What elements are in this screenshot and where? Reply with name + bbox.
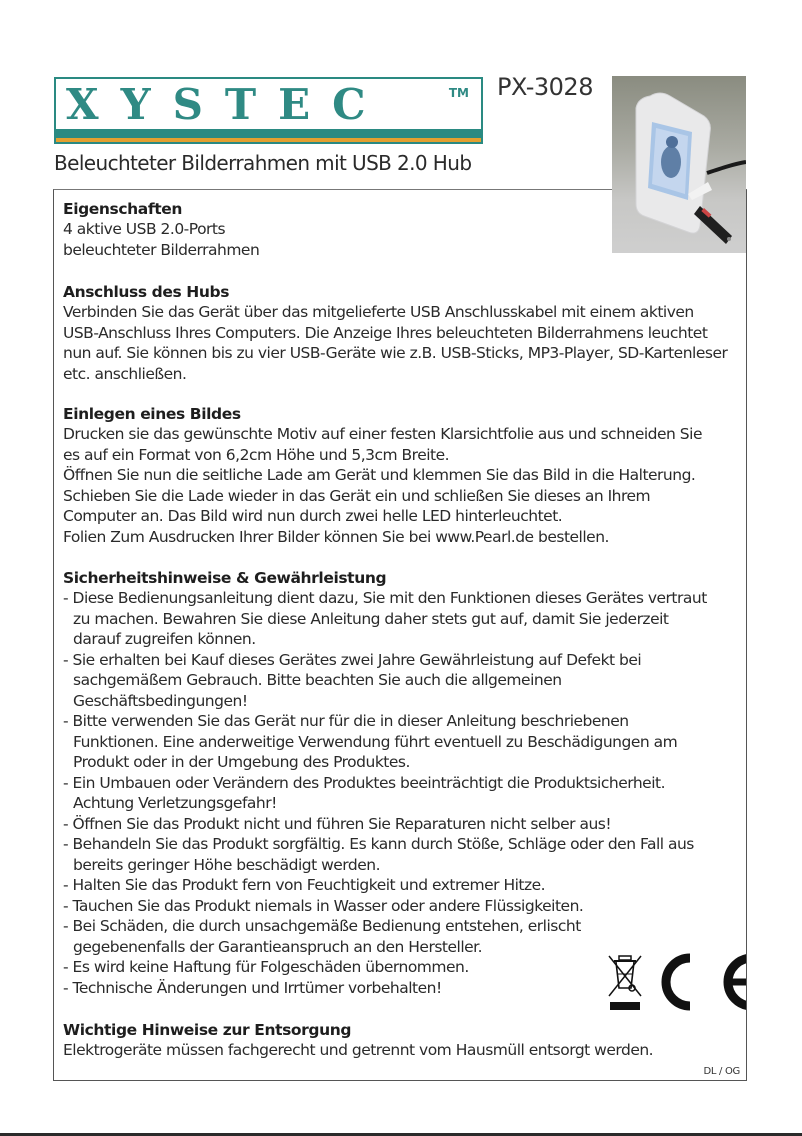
brand-name: XYSTEC [66, 80, 388, 129]
text-line: bereits geringer Höhe beschädigt werden. [73, 855, 381, 874]
text-line: darauf zugreifen können. [73, 630, 256, 648]
section-heading: Wichtige Hinweise zur Entsorgung [63, 1021, 352, 1039]
text-line: Produkt oder in der Umgebung des Produktes. [73, 753, 410, 771]
model-number: PX-3028 [497, 73, 593, 101]
section-heading: Anschluss des Hubs [63, 283, 230, 301]
bullet-line: - Technische Änderungen und Irrtümer vorbehalten! [63, 978, 442, 997]
brand-logo [54, 77, 483, 144]
bullet-line: - Öffnen Sie das Produkt nicht und führen Sie Reparaturen nicht selber aus! [63, 814, 612, 833]
logo-bottom-rule [56, 142, 481, 144]
section-eigenschaften [63, 199, 259, 260]
bullet-line: - Sie erhalten bei Kauf dieses Gerätes zwei Jahre Gewährleistung auf Defekt bei [63, 650, 642, 669]
text-line: es auf ein Format von 6,2cm Höhe und 5,3cm Breite. [63, 445, 450, 464]
product-photo [612, 76, 746, 253]
photo-frame-illustration [612, 76, 746, 253]
text-line: beleuchteter Bilderrahmen [63, 240, 260, 259]
text-line: 4 aktive USB 2.0-Ports [63, 220, 226, 238]
section-heading: Eigenschaften [63, 200, 182, 218]
logo-teal-bar [56, 129, 481, 138]
text-line: Elektrogeräte müssen fachgerecht und getrennt vom Hausmüll entsorgt werden. [63, 1041, 654, 1059]
author-credit: DL / OG [703, 1066, 740, 1077]
bullet-line: - Diese Bedienungsanleitung dient dazu, Sie mit den Funktionen dieses Gerätes vertraut [63, 589, 707, 607]
text-line: Funktionen. Eine anderweitige Verwendung führt eventuell zu Beschädigungen am [73, 732, 678, 751]
bullet-line: - Halten Sie das Produkt fern von Feuchtigkeit und extremer Hitze. [63, 876, 546, 894]
text-line: Achtung Verletzungsgefahr! [73, 794, 277, 812]
text-line: Computer an. Das Bild wird nun durch zwei helle LED hinterleuchtet. [63, 507, 563, 525]
bullet-line: - Behandeln Sie das Produkt sorgfältig. Es kann durch Stöße, Schläge oder den Fall aus [63, 835, 694, 853]
ce-mark-icon [660, 952, 746, 1012]
section-heading: Einlegen eines Bildes [63, 405, 241, 423]
text-line: Geschäftsbedingungen! [73, 691, 248, 710]
text-line: sachgemäßem Gebrauch. Bitte beachten Sie auch die allgemeinen [73, 671, 562, 689]
text-line: Drucken sie das gewünschte Motiv auf einer festen Klarsichtfolie aus und schneiden Sie [63, 425, 702, 443]
section-anschluss [63, 282, 727, 384]
bullet-line: - Tauchen Sie das Produkt niemals in Wasser oder andere Flüssigkeiten. [63, 896, 584, 915]
text-line: Verbinden Sie das Gerät über das mitgelieferte USB Anschlusskabel mit einem aktiven [63, 303, 694, 321]
trademark-symbol: TM [448, 86, 469, 100]
text-line: gegebenenfalls der Garantieanspruch an den Hersteller. [73, 937, 483, 956]
weee-crossed-bin-icon [605, 952, 645, 1012]
bullet-line: - Es wird keine Haftung für Folgeschäden übernommen. [63, 958, 469, 976]
text-line: Öffnen Sie nun die seitliche Lade am Gerät und klemmen Sie das Bild in die Halterung. [63, 466, 696, 484]
text-line: Folien Zum Ausdrucken Ihrer Bilder können Sie bei www.Pearl.de bestellen. [63, 527, 609, 546]
text-line: zu machen. Bewahren Sie diese Anleitung daher stets gut auf, damit Sie jederzeit [73, 609, 669, 628]
text-line: Schieben Sie die Lade wieder in das Gerät ein und schließen Sie dieses an Ihrem [63, 486, 651, 505]
product-title: Beleuchteter Bilderrahmen mit USB 2.0 Hub [54, 151, 472, 175]
bullet-line: - Bei Schäden, die durch unsachgemäße Bedienung entstehen, erlischt [63, 917, 581, 935]
bullet-line: - Ein Umbauen oder Verändern des Produktes beeinträchtigt die Produktsicherheit. [63, 773, 666, 792]
section-sicherheit [63, 568, 707, 998]
text-line: nun auf. Sie können bis zu vier USB-Geräte wie z.B. USB-Sticks, MP3-Player, SD-Kartenleser [63, 344, 728, 362]
text-line: etc. anschließen. [63, 364, 187, 383]
section-einlegen [63, 404, 702, 547]
section-heading: Sicherheitshinweise & Gewährleistung [63, 569, 387, 587]
section-entsorgung [63, 1020, 653, 1061]
text-line: USB-Anschluss Ihres Computers. Die Anzeige Ihres beleuchteten Bilderrahmens leuchtet [63, 323, 708, 342]
bullet-line: - Bitte verwenden Sie das Gerät nur für die in dieser Anleitung beschriebenen [63, 712, 629, 730]
